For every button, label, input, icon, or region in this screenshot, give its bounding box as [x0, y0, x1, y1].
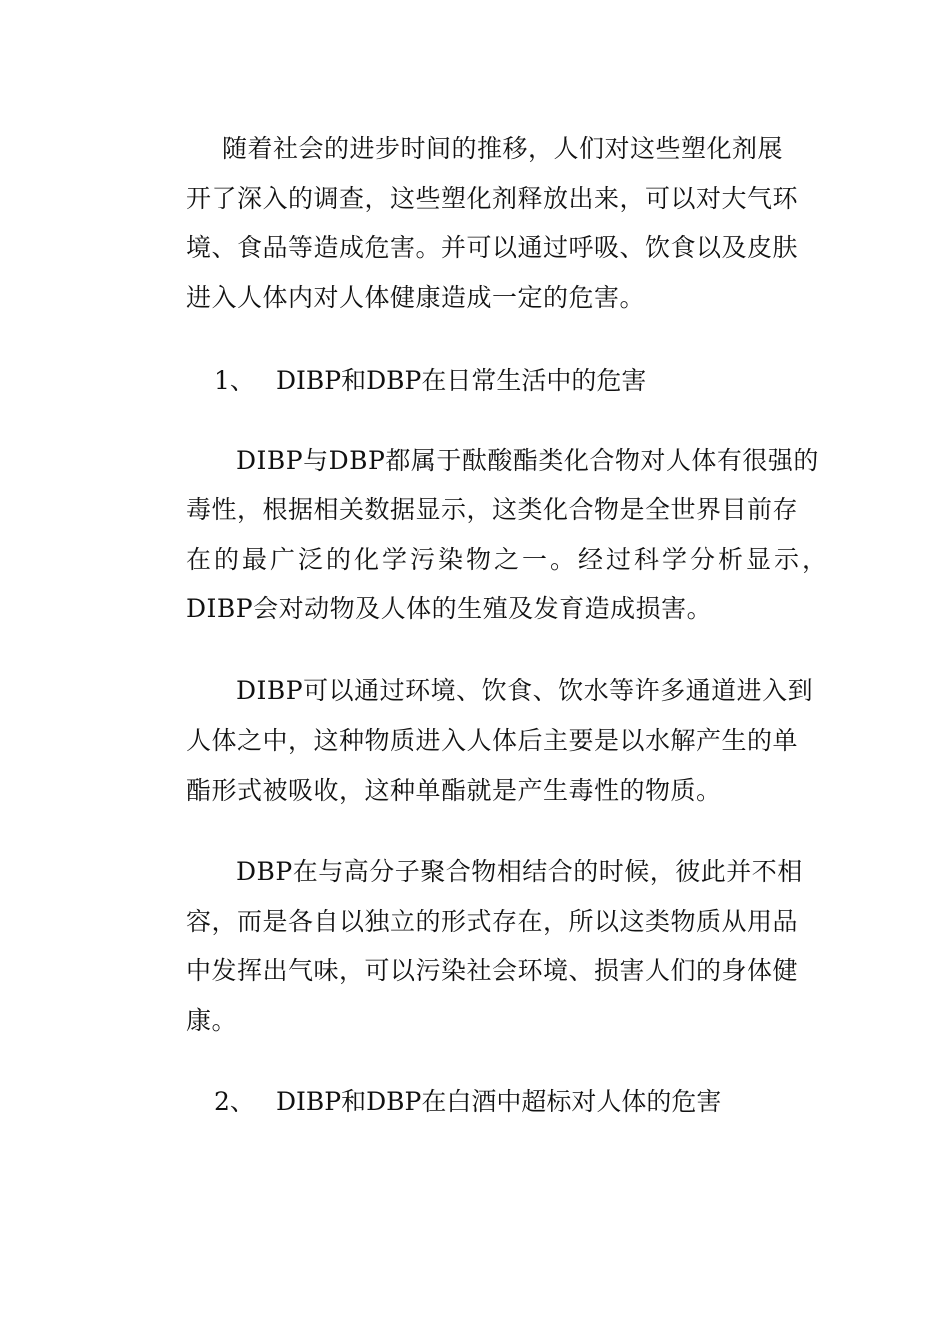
paragraph-line: DIBP与DBP都属于酞酸酯类化合物对人体有很强的: [236, 446, 819, 475]
paragraph-line: 酯形式被吸收，这种单酯就是产生毒性的物质。: [186, 776, 722, 805]
section-title: DIBP和DBP在白酒中超标对人体的危害: [276, 1087, 722, 1116]
section-number: 2、: [214, 1087, 255, 1116]
paragraph-line: DIBP可以通过环境、饮食、饮水等许多通道进入到: [236, 676, 814, 705]
paragraph-line: DIBP会对动物及人体的生殖及发育造成损害。: [186, 594, 713, 623]
paragraph-line: 进入人体内对人体健康造成一定的危害。: [186, 283, 646, 312]
section-number: 1、: [214, 366, 255, 395]
paragraph-line: 开了深入的调查，这些塑化剂释放出来，可以对大气环: [186, 184, 799, 213]
paragraph-line: 在的最广泛的化学污染物之一。经过科学分析显示，: [186, 545, 831, 574]
paragraph-line: 随着社会的进步时间的推移，人们对这些塑化剂展: [222, 134, 784, 163]
paragraph-line: 容，而是各自以独立的形式存在，所以这类物质从用品: [186, 907, 799, 936]
paragraph-line: 人体之中，这种物质进入人体后主要是以水解产生的单: [186, 726, 799, 755]
paragraph-line: 康。: [186, 1006, 238, 1035]
paragraph-line: 中发挥出气味，可以污染社会环境、损害人们的身体健: [186, 956, 799, 985]
paragraph-line: 境、食品等造成危害。并可以通过呼吸、饮食以及皮肤: [186, 233, 799, 262]
section-title: DIBP和DBP在日常生活中的危害: [276, 366, 647, 395]
paragraph-line: 毒性，根据相关数据显示，这类化合物是全世界目前存: [186, 495, 799, 524]
paragraph-line: DBP在与高分子聚合物相结合的时候，彼此并不相: [236, 857, 803, 886]
